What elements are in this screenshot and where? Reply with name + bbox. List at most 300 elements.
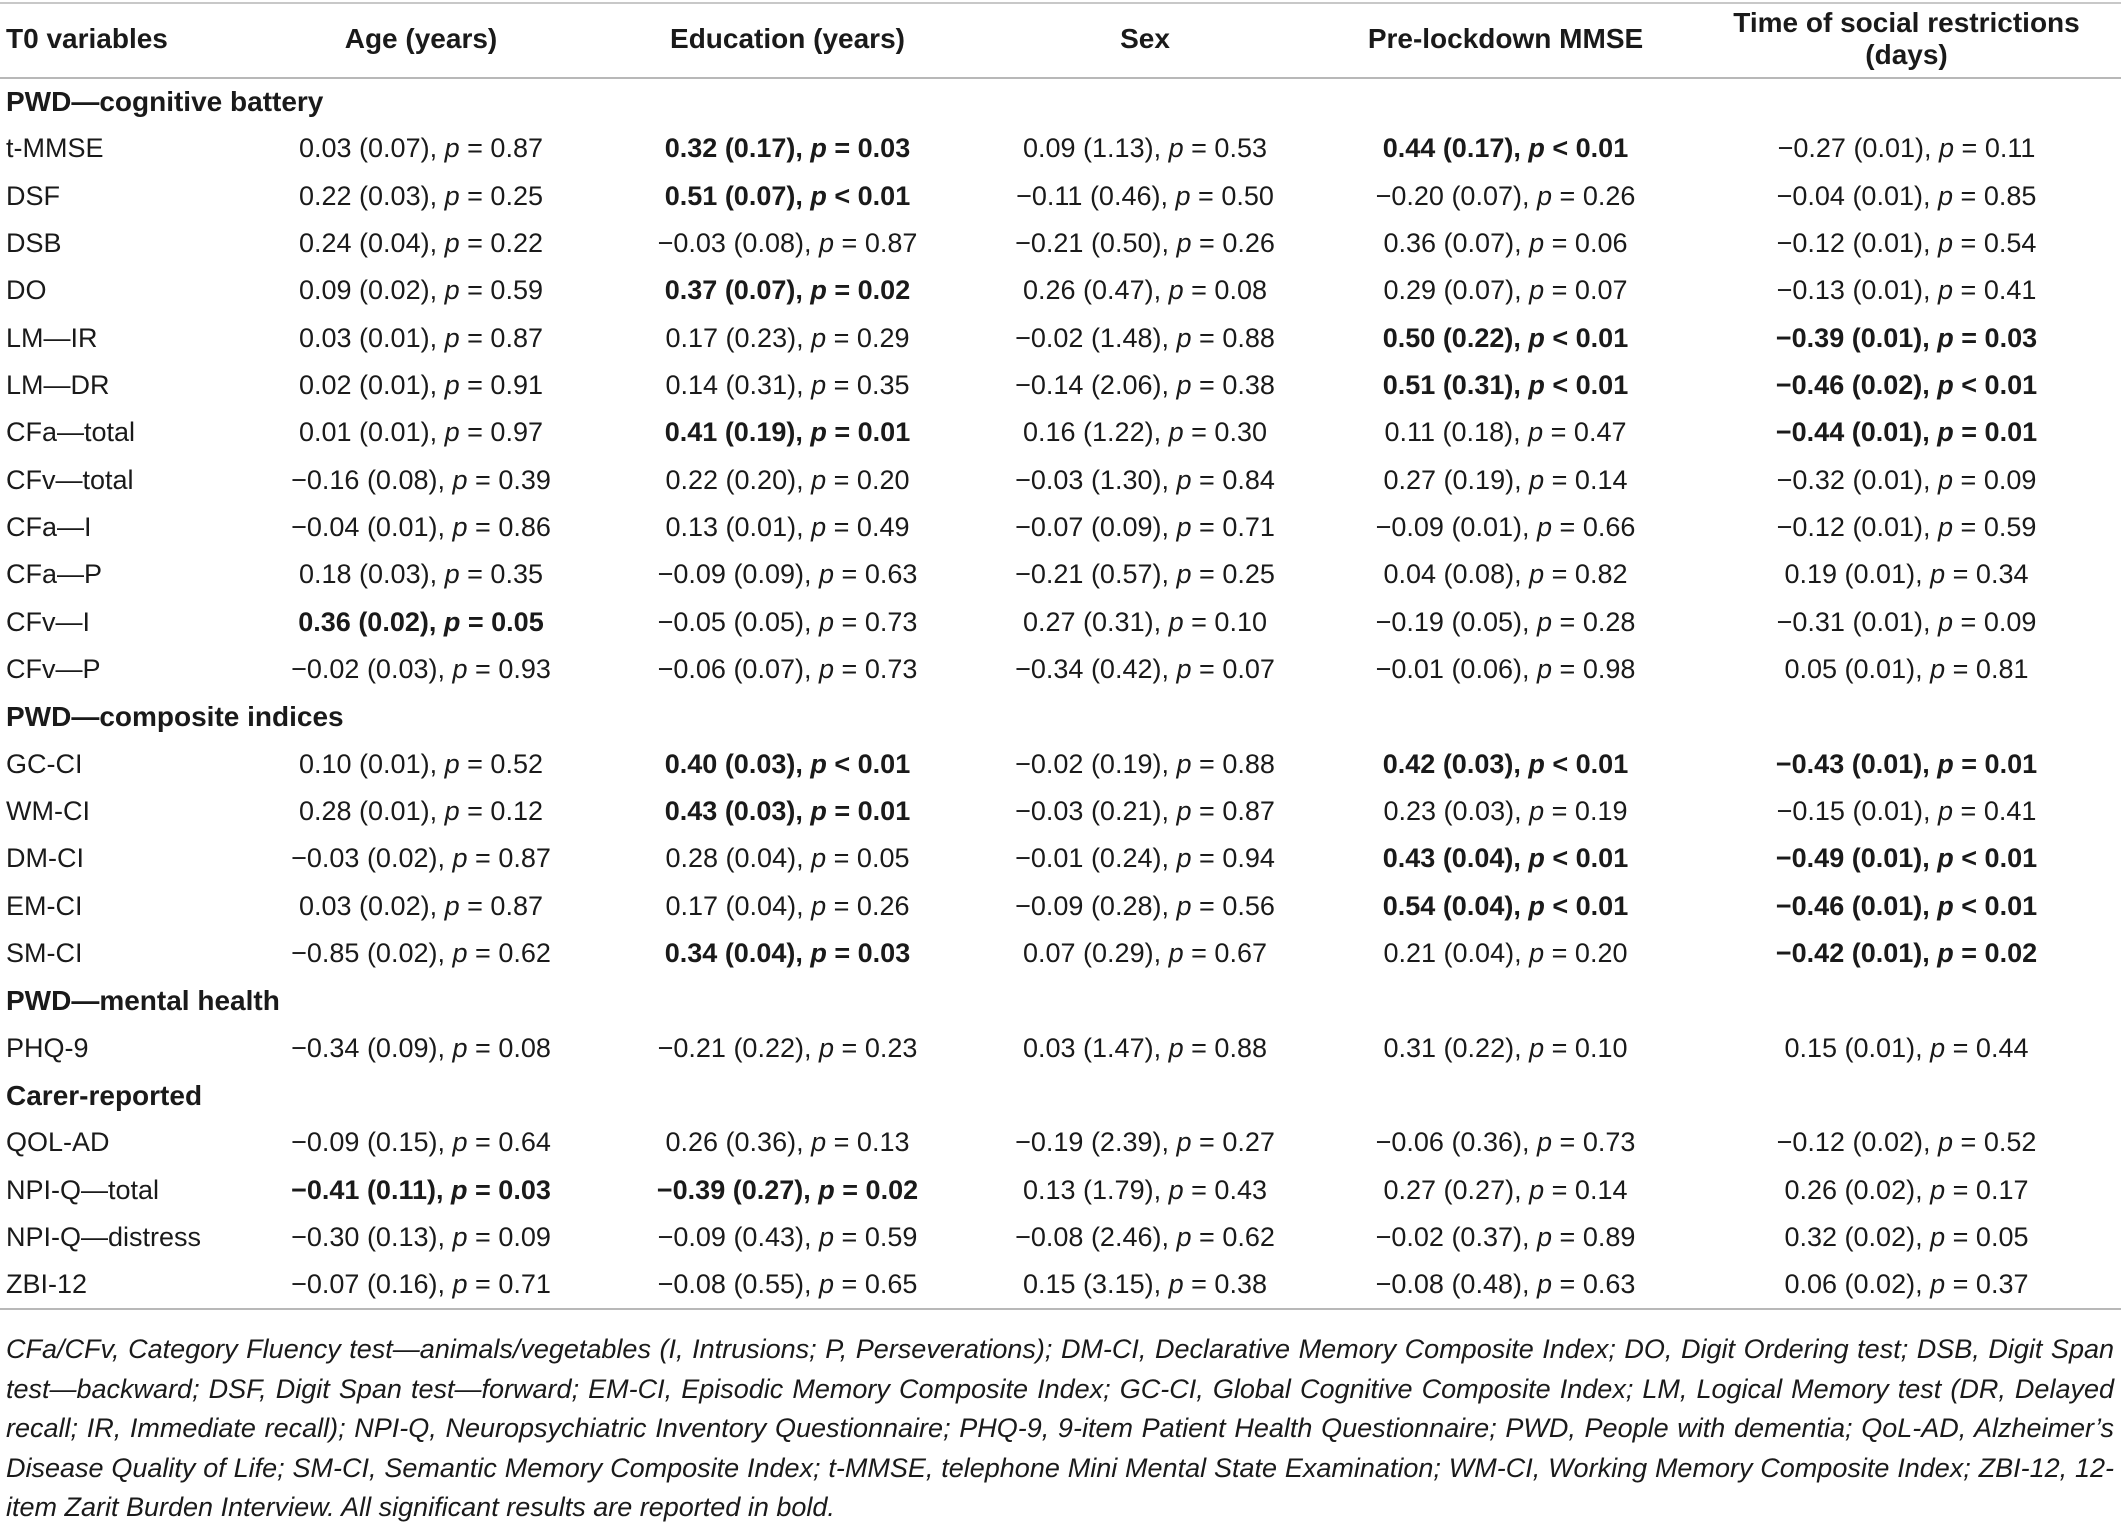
coefficient-value: −0.12 (0.02) [1776, 1127, 1923, 1158]
variable-label: DM-CI [6, 843, 84, 874]
header-education: Education (years) [604, 0, 971, 78]
p-value: = 0.43 [1191, 1174, 1267, 1205]
separator: , p [1161, 464, 1192, 495]
result-cell [1319, 125, 1692, 172]
separator: , p [803, 1032, 835, 1063]
p-value: = 0.73 [841, 654, 918, 685]
p-value: = 0.03 [834, 938, 911, 969]
section-row [0, 78, 2121, 125]
result-cell [238, 930, 604, 977]
separator: , p [437, 512, 468, 543]
result-cell [604, 883, 971, 930]
result-cell [1319, 1214, 1692, 1261]
coefficient-value: 0.37 (0.07) [664, 275, 796, 306]
coefficient-value: −0.03 (1.30) [1015, 464, 1162, 495]
variable-label: CFv—total [6, 464, 134, 495]
result-cell [238, 883, 604, 930]
coefficient-value: −0.27 (0.01) [1777, 133, 1924, 164]
variable-label: SM-CI [6, 938, 83, 969]
coefficient-value: −0.02 (0.03) [291, 654, 438, 685]
p-value: = 0.93 [475, 654, 551, 685]
p-value: = 0.29 [833, 322, 910, 353]
coefficient-value: 0.15 (3.15) [1023, 1268, 1154, 1299]
separator: , p [1915, 1032, 1946, 1063]
separator: , p [803, 228, 835, 259]
p-value: = 0.05 [1952, 1222, 2029, 1253]
result-cell [1319, 1119, 1692, 1166]
separator: , p [803, 1174, 835, 1205]
coefficient-value: −0.14 (2.06) [1015, 370, 1162, 401]
result-cell [238, 173, 604, 220]
coefficient-value: 0.17 (0.04) [665, 890, 797, 921]
result-cell [1692, 267, 2121, 314]
p-value: = 0.19 [1551, 796, 1628, 827]
result-cell [1692, 457, 2121, 504]
p-value: = 0.28 [1559, 606, 1636, 637]
separator: , p [437, 1222, 468, 1253]
separator: , p [429, 417, 460, 448]
p-value: < 0.01 [834, 180, 911, 211]
p-value: = 0.26 [1559, 180, 1636, 211]
result-cell [971, 835, 1319, 882]
result-cell [1692, 883, 2121, 930]
p-value: = 0.87 [475, 843, 551, 874]
result-cell [1319, 504, 1692, 551]
p-value: = 0.59 [841, 1222, 918, 1253]
result-cell [1319, 788, 1692, 835]
result-cell [1692, 1167, 2121, 1214]
result-cell [1692, 1214, 2121, 1261]
result-cell [604, 220, 971, 267]
p-value: = 0.01 [834, 796, 911, 827]
header-time-social-restrictions: Time of social restrictions (days) [1692, 0, 2121, 78]
coefficient-value: −0.09 (0.28) [1015, 890, 1162, 921]
p-value: = 0.87 [841, 228, 918, 259]
coefficient-value: 0.42 (0.03) [1382, 748, 1514, 779]
p-value: = 0.73 [841, 606, 918, 637]
separator: , p [1521, 1268, 1553, 1299]
separator: , p [795, 133, 827, 164]
result-cell [1692, 835, 2121, 882]
separator: , p [429, 133, 460, 164]
separator: , p [796, 890, 827, 921]
separator: , p [1153, 606, 1184, 637]
result-cell [238, 267, 604, 314]
table-row [0, 1214, 2121, 1261]
result-cell [1692, 220, 2121, 267]
result-cell [238, 409, 604, 456]
separator: , p [1153, 938, 1184, 969]
p-value: = 0.97 [467, 417, 543, 448]
result-cell [1692, 599, 2121, 646]
section-row [0, 977, 2121, 1024]
separator: , p [1922, 322, 1954, 353]
p-value: < 0.01 [1961, 890, 2038, 921]
section-heading: PWD—composite indices [6, 700, 344, 732]
p-value: = 0.59 [1960, 512, 2037, 543]
p-value: = 0.38 [1191, 1268, 1267, 1299]
variable-label: PHQ-9 [6, 1032, 89, 1063]
coefficient-value: −0.02 (1.48) [1015, 322, 1162, 353]
coefficient-value: 0.40 (0.03) [664, 748, 796, 779]
p-value: = 0.25 [1199, 559, 1275, 590]
separator: , p [796, 843, 827, 874]
separator: , p [1153, 1174, 1184, 1205]
separator: , p [1922, 417, 1954, 448]
separator: , p [1922, 464, 1954, 495]
separator: , p [1922, 796, 1954, 827]
p-value: = 0.09 [475, 1222, 551, 1253]
p-value: = 0.03 [1961, 322, 2038, 353]
p-value: = 0.10 [1551, 1032, 1628, 1063]
p-value: < 0.01 [1961, 843, 2038, 874]
p-value: = 0.37 [1952, 1268, 2029, 1299]
p-value: = 0.01 [834, 417, 911, 448]
result-cell [604, 457, 971, 504]
separator: , p [1521, 512, 1553, 543]
result-cell [604, 599, 971, 646]
table-footnote: CFa/CFv, Category Fluency test—animals/vegetables (I, Intrusions; P, Perseverations); DM-CI, Declarative Memory Composite Index; DO, Digit Ordering test; DSB, Digit Span test—backward; DSF, Digit Span test—forward; EM-CI, Episodic Memory Composite Index; GC-CI, Global Cognitive Composite Index; LM, Logical Memory test (DR, Delayed recall; IR, Immediate recall); NPI-Q, Neuropsychiatric Inventory Questionnaire; PHQ-9, 9-item Patient Health Questionnaire; PWD, People with dementia; QoL-AD, Alzheimer’s Disease Quality of Life; SM-CI, Semantic Memory Composite Index; t-MMSE, telephone Mini Mental State Examination; WM-CI, Working Memory Composite Index; ZBI-12, 12-item Zarit Burden Interview. All significant results are reported in bold. [6, 1334, 2114, 1522]
result-cell [238, 788, 604, 835]
coefficient-value: −0.19 (0.05) [1375, 606, 1522, 637]
table-row [0, 125, 2121, 172]
coefficient-value: 0.22 (0.20) [665, 464, 797, 495]
separator: , p [428, 606, 461, 637]
p-value: = 0.62 [1199, 1222, 1275, 1253]
separator: , p [429, 180, 460, 211]
coefficient-value: 0.13 (1.79) [1023, 1174, 1154, 1205]
p-value: = 0.03 [834, 133, 911, 164]
separator: , p [1153, 1268, 1184, 1299]
variable-label: NPI-Q—distress [6, 1222, 202, 1253]
separator: , p [1513, 417, 1544, 448]
p-value: < 0.01 [1961, 370, 2038, 401]
result-cell [604, 173, 971, 220]
coefficient-value: −0.31 (0.01) [1776, 606, 1923, 637]
p-value: = 0.98 [1559, 654, 1636, 685]
p-value: < 0.01 [834, 748, 911, 779]
coefficient-value: 0.16 (1.22) [1023, 417, 1154, 448]
separator: , p [1161, 843, 1192, 874]
result-cell [971, 504, 1319, 551]
result-cell [1692, 646, 2121, 693]
p-value: = 0.01 [1961, 748, 2038, 779]
p-value: = 0.41 [1960, 796, 2037, 827]
coefficient-value: −0.49 (0.01) [1775, 843, 1923, 874]
p-value: = 0.65 [841, 1268, 918, 1299]
coefficient-value: 0.03 (0.02) [299, 890, 430, 921]
result-cell [971, 220, 1319, 267]
coefficient-value: 0.19 (0.01) [1784, 559, 1916, 590]
separator: , p [437, 843, 468, 874]
p-value: = 0.88 [1199, 748, 1275, 779]
header-sex: Sex [971, 0, 1319, 78]
coefficient-value: 0.43 (0.03) [664, 796, 796, 827]
coefficient-value: 0.17 (0.23) [665, 322, 797, 353]
p-value: = 0.73 [1559, 1127, 1636, 1158]
separator: , p [1514, 1174, 1545, 1205]
separator: , p [803, 559, 835, 590]
p-value: = 0.87 [467, 322, 543, 353]
result-cell [1319, 646, 1692, 693]
result-cell [604, 551, 971, 598]
p-value: = 0.67 [1191, 938, 1267, 969]
separator: , p [1514, 938, 1545, 969]
separator: , p [796, 370, 827, 401]
result-cell [604, 741, 971, 788]
p-value: = 0.01 [1961, 417, 2038, 448]
result-cell [604, 409, 971, 456]
separator: , p [1153, 417, 1184, 448]
coefficient-value: −0.21 (0.50) [1015, 228, 1162, 259]
p-value: = 0.44 [1952, 1032, 2029, 1063]
separator: , p [795, 275, 827, 306]
separator: , p [796, 1127, 827, 1158]
separator: , p [437, 1268, 468, 1299]
result-cell [604, 930, 971, 977]
separator: , p [795, 938, 827, 969]
result-cell [1692, 315, 2121, 362]
separator: , p [1161, 890, 1192, 921]
p-value: = 0.07 [1551, 275, 1628, 306]
result-cell [971, 409, 1319, 456]
result-cell [971, 315, 1319, 362]
coefficient-value: −0.01 (0.06) [1375, 654, 1522, 685]
p-value: = 0.14 [1551, 464, 1628, 495]
p-value: = 0.87 [1199, 796, 1275, 827]
table-row [0, 362, 2121, 409]
p-value: = 0.88 [1191, 1032, 1267, 1063]
p-value: = 0.02 [842, 1174, 919, 1205]
p-value: < 0.01 [1552, 843, 1629, 874]
separator: , p [1161, 1222, 1192, 1253]
variable-label: CFa—total [6, 417, 136, 448]
separator: , p [1161, 654, 1192, 685]
result-cell [1319, 1167, 1692, 1214]
result-cell [1319, 457, 1692, 504]
separator: , p [1160, 180, 1191, 211]
coefficient-value: 0.28 (0.04) [665, 843, 797, 874]
separator: , p [1922, 606, 1954, 637]
result-cell [1319, 835, 1692, 882]
result-cell [238, 646, 604, 693]
variable-label: DSB [6, 228, 62, 259]
p-value: = 0.66 [1559, 512, 1636, 543]
separator: , p [1923, 133, 1955, 164]
p-value: = 0.91 [467, 370, 543, 401]
separator: , p [1514, 275, 1545, 306]
p-value: = 0.81 [1952, 654, 2029, 685]
result-cell [1319, 315, 1692, 362]
separator: , p [1521, 1222, 1553, 1253]
coefficient-value: 0.28 (0.01) [299, 796, 430, 827]
section-heading: Carer-reported [6, 1079, 203, 1111]
coefficient-value: −0.06 (0.36) [1375, 1127, 1522, 1158]
separator: , p [437, 464, 468, 495]
result-cell [971, 551, 1319, 598]
table-row [0, 551, 2121, 598]
coefficient-value: 0.50 (0.22) [1382, 322, 1514, 353]
p-value: = 0.34 [1952, 559, 2029, 590]
p-value: = 0.88 [1199, 322, 1275, 353]
coefficient-value: 0.03 (0.07) [299, 133, 430, 164]
coefficient-value: −0.09 (0.01) [1375, 512, 1522, 543]
separator: , p [1514, 1032, 1545, 1063]
separator: , p [437, 1127, 468, 1158]
p-value: < 0.01 [1552, 322, 1629, 353]
coefficient-value: −0.16 (0.08) [291, 464, 438, 495]
separator: , p [1161, 512, 1192, 543]
result-cell [238, 457, 604, 504]
coefficient-value: −0.39 (0.01) [1775, 322, 1923, 353]
separator: , p [1922, 1127, 1954, 1158]
result-cell [971, 1214, 1319, 1261]
p-value: = 0.22 [467, 228, 543, 259]
result-cell [971, 457, 1319, 504]
coefficient-value: −0.01 (0.24) [1015, 843, 1162, 874]
separator: , p [436, 1174, 468, 1205]
separator: , p [1161, 228, 1192, 259]
coefficient-value: 0.26 (0.02) [1784, 1174, 1916, 1205]
variable-label: CFa—I [6, 512, 92, 543]
separator: , p [795, 417, 827, 448]
coefficient-value: −0.13 (0.01) [1776, 275, 1923, 306]
coefficient-value: 0.26 (0.36) [665, 1127, 797, 1158]
separator: , p [1922, 890, 1954, 921]
coefficient-value: 0.27 (0.27) [1383, 1174, 1515, 1205]
coefficient-value: −0.02 (0.19) [1015, 748, 1162, 779]
coefficient-value: −0.42 (0.01) [1775, 938, 1923, 969]
result-cell [971, 1167, 1319, 1214]
result-cell [604, 267, 971, 314]
coefficient-value: −0.07 (0.09) [1015, 512, 1162, 543]
separator: , p [1922, 180, 1954, 211]
coefficient-value: 0.41 (0.19) [664, 417, 796, 448]
result-cell [238, 835, 604, 882]
coefficient-value: −0.06 (0.07) [657, 654, 804, 685]
coefficient-value: 0.23 (0.03) [1383, 796, 1515, 827]
result-cell [238, 1119, 604, 1166]
result-cell [1692, 930, 2121, 977]
result-cell [1319, 220, 1692, 267]
coefficient-value: 0.32 (0.02) [1784, 1222, 1916, 1253]
p-value: = 0.12 [467, 796, 543, 827]
p-value: = 0.02 [1961, 938, 2038, 969]
separator: , p [1513, 748, 1545, 779]
separator: , p [1161, 1127, 1192, 1158]
section-row [0, 693, 2121, 740]
result-cell [1692, 788, 2121, 835]
p-value: = 0.86 [475, 512, 551, 543]
result-cell [971, 125, 1319, 172]
result-cell [1319, 551, 1692, 598]
coefficient-value: 0.36 (0.02) [298, 606, 429, 637]
p-value: = 0.89 [1559, 1222, 1636, 1253]
result-cell [1319, 1261, 1692, 1308]
result-cell [1692, 551, 2121, 598]
result-cell [1319, 599, 1692, 646]
result-cell [1692, 173, 2121, 220]
coefficient-value: −0.34 (0.42) [1015, 654, 1162, 685]
result-cell [604, 315, 971, 362]
separator: , p [803, 1268, 835, 1299]
result-cell [604, 362, 971, 409]
coefficient-value: −0.07 (0.16) [291, 1268, 438, 1299]
coefficient-value: −0.08 (0.48) [1375, 1268, 1522, 1299]
p-value: = 0.52 [467, 748, 543, 779]
p-value: = 0.14 [1551, 1174, 1628, 1205]
p-value: = 0.30 [1191, 417, 1267, 448]
result-cell [971, 883, 1319, 930]
coefficient-value: −0.39 (0.27) [656, 1174, 804, 1205]
p-value: = 0.17 [1952, 1174, 2029, 1205]
separator: , p [1922, 512, 1954, 543]
result-cell [1319, 362, 1692, 409]
separator: , p [1513, 843, 1545, 874]
coefficient-value: −0.11 (0.46) [1016, 180, 1161, 211]
p-value: = 0.26 [833, 890, 910, 921]
result-cell [971, 173, 1319, 220]
table-row [0, 599, 2121, 646]
p-value: < 0.01 [1552, 370, 1629, 401]
coefficient-value: 0.18 (0.03) [299, 559, 430, 590]
table-row [0, 788, 2121, 835]
separator: , p [796, 512, 827, 543]
result-cell [604, 1167, 971, 1214]
separator: , p [437, 654, 468, 685]
p-value: = 0.03 [475, 1174, 551, 1205]
coefficient-value: −0.08 (2.46) [1015, 1222, 1162, 1253]
coefficient-value: 0.09 (0.02) [299, 275, 430, 306]
p-value: = 0.50 [1198, 180, 1274, 211]
p-value: = 0.13 [833, 1127, 910, 1158]
result-cell [238, 551, 604, 598]
table-row [0, 504, 2121, 551]
coefficient-value: 0.54 (0.04) [1382, 890, 1514, 921]
result-cell [1692, 1025, 2121, 1072]
coefficient-value: 0.26 (0.47) [1023, 275, 1154, 306]
separator: , p [1153, 1032, 1184, 1063]
result-cell [238, 504, 604, 551]
p-value: = 0.54 [1960, 228, 2037, 259]
coefficient-value: −0.09 (0.09) [657, 559, 804, 590]
coefficient-value: −0.03 (0.02) [291, 843, 438, 874]
coefficient-value: −0.46 (0.02) [1775, 370, 1923, 401]
p-value: = 0.71 [475, 1268, 551, 1299]
result-cell [971, 267, 1319, 314]
result-cell [238, 741, 604, 788]
separator: , p [803, 654, 835, 685]
coefficient-value: 0.51 (0.07) [664, 180, 796, 211]
p-value: = 0.39 [475, 464, 551, 495]
separator: , p [1922, 748, 1954, 779]
coefficient-value: −0.15 (0.01) [1776, 796, 1923, 827]
header-age: Age (years) [238, 0, 604, 78]
coefficient-value: 0.13 (0.01) [665, 512, 797, 543]
p-value: = 0.08 [475, 1032, 551, 1063]
p-value: = 0.35 [833, 370, 910, 401]
separator: , p [1161, 748, 1192, 779]
p-value: = 0.05 [467, 606, 544, 637]
result-cell [1692, 1119, 2121, 1166]
p-value: = 0.82 [1551, 559, 1628, 590]
coefficient-value: −0.30 (0.13) [291, 1222, 438, 1253]
table-row [0, 315, 2121, 362]
coefficient-value: 0.10 (0.01) [299, 748, 430, 779]
coefficient-value: −0.08 (0.55) [657, 1268, 804, 1299]
separator: , p [1915, 654, 1946, 685]
separator: , p [803, 606, 835, 637]
